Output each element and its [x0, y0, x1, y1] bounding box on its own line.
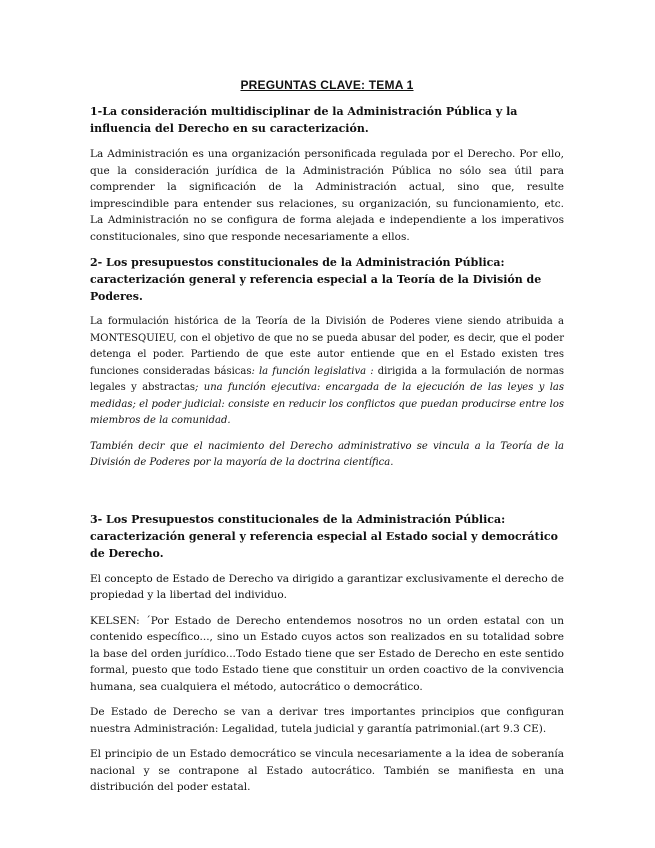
page-title: PREGUNTAS CLAVE: TEMA 1 — [240, 78, 414, 92]
question-2-body-middle: dirigida a la formulación de normas legales y abstractas — [90, 365, 564, 393]
question-3-heading: 3- Los Presupuestos constitucionales de la Administración Pública: caracterización general y referencia especial al Estado social y democrático de Derecho. — [90, 512, 558, 560]
question-1-heading: 1-La consideración multidisciplinar de la Administración Pública y la influencia del Derecho en su caracterización. — [90, 105, 518, 135]
question-3-paragraph-1: El concepto de Estado de Derecho va dirigido a garantizar exclusivamente el derecho de propiedad y la libertad del individuo. — [90, 572, 564, 601]
section-spacer — [90, 481, 564, 511]
question-2-body-intro: La formulación histórica de la Teoría de la División de Poderes viene siendo atribuida a MONTESQUIEU, con el objetivo de que no se pueda abusar del poder, es decir, que el poder detenga el poder. Partiendo de que este autor entiende que en el Estado existen tres funciones consideradas básicas — [90, 316, 564, 377]
document-page — [90, 78, 564, 805]
question-3-paragraph-3: De Estado de Derecho se van a derivar tres importantes principios que configuran nuestra Administración: Legalidad, tutela judicial y garantía patrimonial.(art 9.3 CE). — [90, 706, 564, 735]
question-3-paragraph-2: KELSEN: ´Por Estado de Derecho entendemos nosotros no un orden estatal con un contenido específico..., sino un Estado cuyos actos son realizados en su totalidad sobre la base del orden jurídico...Todo Estado tiene que ser Estado de Derecho en este sentido formal, puesto que todo Estado tiene que constituir un orden coactivo de la convivencia humana, sea cualquiera el método, autocrático o democrático. — [90, 614, 564, 693]
question-2-body-italic-1: : la función legislativa : — [251, 365, 378, 377]
question-2-body — [90, 314, 564, 430]
question-2-note: También decir que el nacimiento del Derecho administrativo se vincula a la Teoría de la División de Poderes por la mayoría de la doctrina científica. — [90, 440, 564, 468]
question-1-body: La Administración es una organización personificada regulada por el Derecho. Por ello, que la consideración jurídica de la Administración Pública no sólo sea útil para comprender la significación de la Administración actual, sino que, resulte imprescindible para entender sus relaciones, su organización, su funcionamiento, etc. La Administración no se configura de forma alejada e independiente a los imperativos constitucionales, sino que responde necesariamente a ellos. — [90, 148, 564, 243]
question-2-heading: 2- Los presupuestos constitucionales de la Administración Pública: caracterización general y referencia especial a la Teoría de la División de Poderes. — [90, 256, 542, 303]
question-3-paragraph-4: El principio de un Estado democrático se vincula necesariamente a la idea de soberanía nacional y se contrapone al Estado autocrático. También se manifiesta en una distribución del poder estatal. — [90, 748, 564, 793]
question-2-body-italic-2: ; una función ejecutiva: encargada de la ejecución de las leyes y las medidas; el poder judicial: consiste en reducir los conflictos que puedan producirse entre los miembros de la comunidad. — [90, 382, 564, 426]
